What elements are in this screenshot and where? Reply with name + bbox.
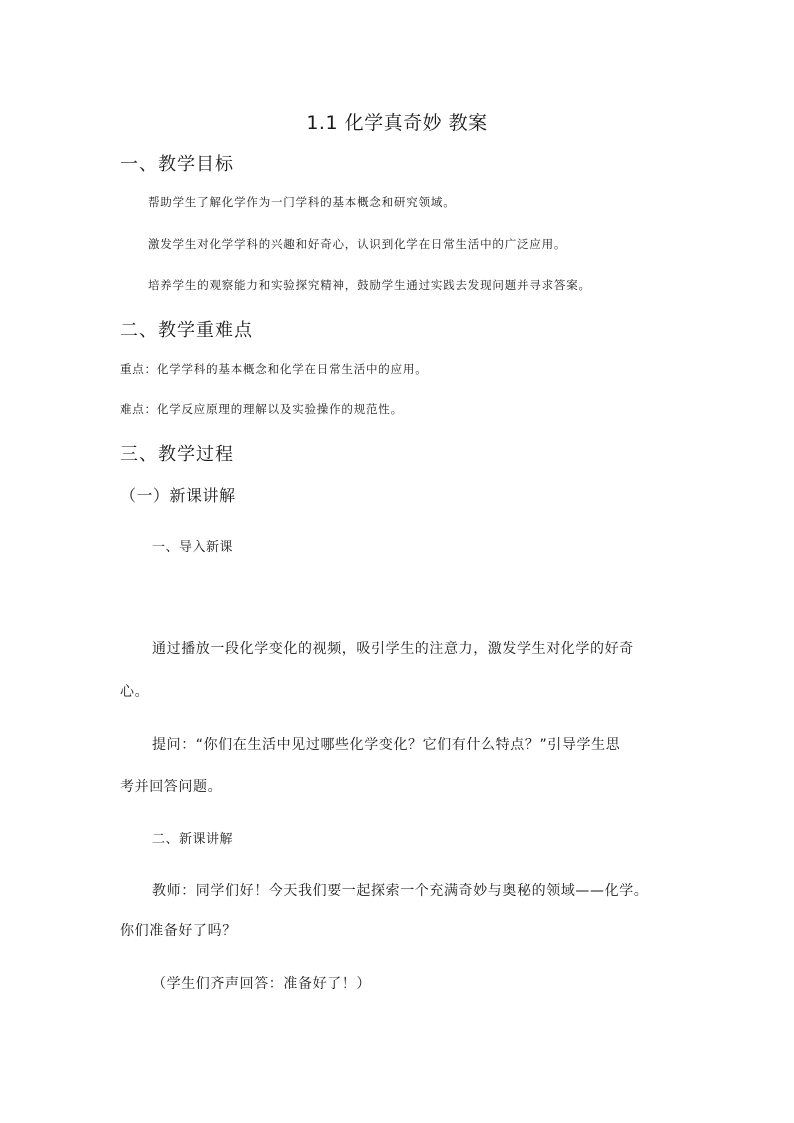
document-title: 1.1 化学真奇妙 教案 bbox=[306, 112, 488, 134]
keypoint-focus: 重点：化学学科的基本概念和化学在日常生活中的应用。 bbox=[120, 362, 428, 376]
subheading-new-lesson: （一）新课讲解 bbox=[120, 486, 236, 505]
part2-paragraph-1-line-2: 你们准备好了吗？ bbox=[120, 923, 237, 939]
heading-process: 三、教学过程 bbox=[120, 444, 234, 465]
part1-paragraph-1-line-1: 通过播放一段化学变化的视频，吸引学生的注意力，激发学生对化学的好奇 bbox=[152, 641, 634, 657]
part2-paragraph-2: （学生们齐声回答：准备好了！） bbox=[152, 976, 371, 992]
objective-item-3: 培养学生的观察能力和实验探究精神，鼓励学生通过实践去发现问题并寻求答案。 bbox=[148, 278, 591, 292]
heading-keypoints: 二、教学重难点 bbox=[120, 320, 253, 341]
part1-paragraph-2-line-2: 考并回答问题。 bbox=[120, 779, 223, 795]
objective-item-2: 激发学生对化学学科的兴趣和好奇心，认识到化学在日常生活中的广泛应用。 bbox=[148, 237, 567, 251]
keypoint-difficulty: 难点：化学反应原理的理解以及实验操作的规范性。 bbox=[120, 402, 403, 416]
part2-heading: 二、新课讲解 bbox=[152, 832, 234, 847]
part2-paragraph-1-line-1: 教师：同学们好！今天我们要一起探索一个充满奇妙与奥秘的领域——化学。 bbox=[152, 883, 649, 899]
part1-paragraph-2-line-1: 提问：“你们在生活中见过哪些化学变化？它们有什么特点？”引导学生思 bbox=[152, 737, 621, 753]
heading-objectives: 一、教学目标 bbox=[120, 154, 234, 175]
part1-heading: 一、导入新课 bbox=[152, 540, 234, 555]
part1-paragraph-1-line-2: 心。 bbox=[120, 684, 150, 700]
objective-item-1: 帮助学生了解化学作为一门学科的基本概念和研究领域。 bbox=[148, 195, 456, 209]
